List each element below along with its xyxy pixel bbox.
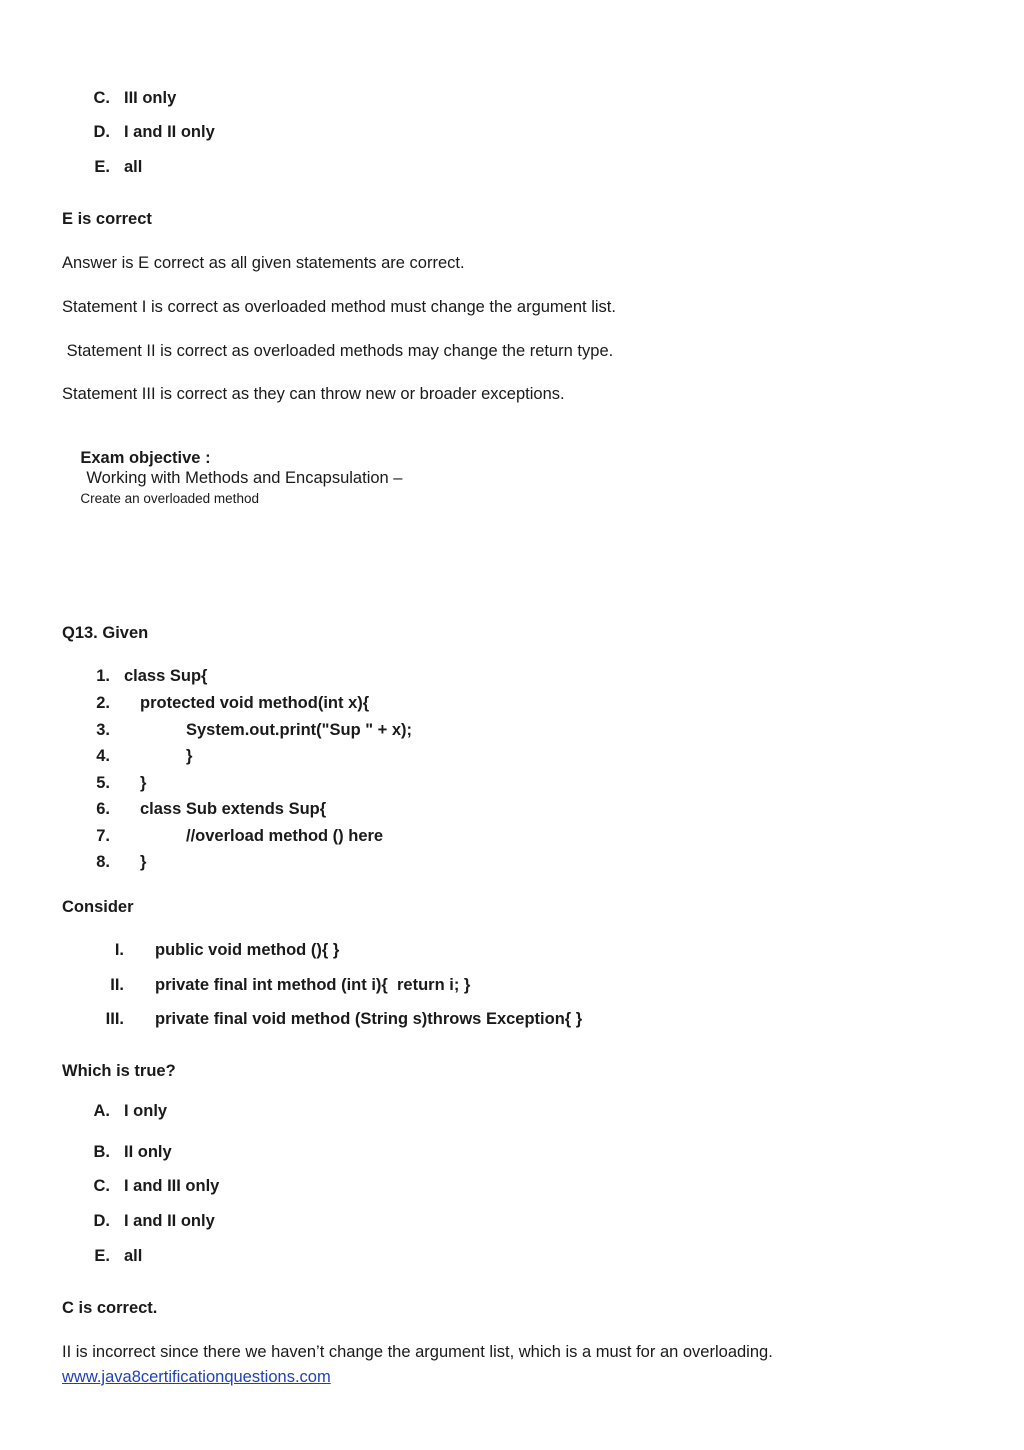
question-title: Q13. Given bbox=[62, 624, 149, 642]
code-line-number: 4. bbox=[96, 747, 110, 765]
code-line-text: class Sub extends Sup{ bbox=[140, 800, 327, 818]
answer-explanation: II is incorrect since there we haven’t change the argument list, which is a must for an overloading. bbox=[62, 1343, 773, 1361]
code-line-text: class Sup{ bbox=[124, 667, 208, 685]
option-text: I only bbox=[124, 1102, 168, 1120]
prev-explanation-line: Statement II is correct as overloaded methods may change the return type. bbox=[62, 342, 614, 360]
footer-website-link[interactable]: www.java8certificationquestions.com bbox=[62, 1368, 331, 1386]
statement-number: II. bbox=[110, 976, 124, 994]
option-marker: E. bbox=[94, 1247, 110, 1265]
option-marker: A. bbox=[93, 1102, 110, 1120]
option-text: I and II only bbox=[124, 123, 215, 141]
consider-label: Consider bbox=[62, 898, 134, 916]
code-line-text: } bbox=[140, 853, 147, 871]
option-marker: E. bbox=[94, 158, 110, 176]
code-line-number: 1. bbox=[96, 667, 110, 685]
option-marker: C. bbox=[93, 89, 110, 107]
option-text: all bbox=[124, 158, 143, 176]
code-line-number: 2. bbox=[96, 694, 110, 712]
answer-heading: C is correct. bbox=[62, 1299, 158, 1317]
prev-answer-heading: E is correct bbox=[62, 210, 152, 228]
question-prompt: Which is true? bbox=[62, 1062, 176, 1080]
code-line-number: 5. bbox=[96, 774, 110, 792]
option-marker: D. bbox=[93, 123, 110, 141]
prev-explanation-line: Statement I is correct as overloaded method must change the argument list. bbox=[62, 298, 616, 316]
exam-objective-detail: Create an overloaded method bbox=[80, 491, 259, 506]
exam-objective-label: Exam objective : bbox=[80, 449, 211, 467]
option-text: all bbox=[124, 1247, 143, 1265]
code-line-number: 6. bbox=[96, 800, 110, 818]
code-line-number: 3. bbox=[96, 721, 110, 739]
option-text: II only bbox=[124, 1143, 172, 1161]
option-text: I and II only bbox=[124, 1212, 215, 1230]
option-marker: B. bbox=[93, 1143, 110, 1161]
statement-number: III. bbox=[105, 1010, 124, 1028]
statement-text: private final void method (String s)throws Exception{ } bbox=[155, 1010, 583, 1028]
prev-explanation-line: Answer is E correct as all given statements are correct. bbox=[62, 254, 465, 272]
prev-explanation-line: Statement III is correct as they can throw new or broader exceptions. bbox=[62, 385, 565, 403]
code-line-text: } bbox=[140, 774, 147, 792]
statement-text: public void method (){ } bbox=[155, 941, 340, 959]
code-line-text: protected void method(int x){ bbox=[140, 694, 370, 712]
option-marker: D. bbox=[93, 1212, 110, 1230]
option-text: I and III only bbox=[124, 1177, 220, 1195]
code-line-text: //overload method () here bbox=[186, 827, 384, 845]
statement-text: private final int method (int i){ return i; } bbox=[155, 976, 471, 994]
option-marker: C. bbox=[93, 1177, 110, 1195]
code-line-number: 8. bbox=[96, 853, 110, 871]
code-line-text: } bbox=[186, 747, 193, 765]
statement-number: I. bbox=[114, 941, 124, 959]
option-text: III only bbox=[124, 89, 177, 107]
exam-objective bbox=[62, 428, 402, 529]
code-line-number: 7. bbox=[96, 827, 110, 845]
exam-objective-text: Working with Methods and Encapsulation – bbox=[86, 469, 403, 487]
code-line-text: System.out.print("Sup " + x); bbox=[186, 721, 413, 739]
